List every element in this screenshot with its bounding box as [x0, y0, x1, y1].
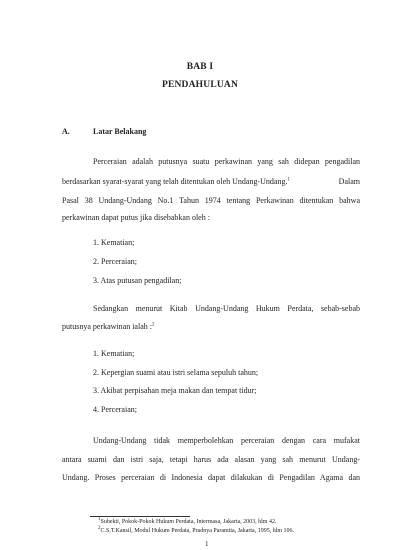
para3-line2: antara suami dan istri saja, tetapi harus ada alasan yang sah menurut Undang- — [62, 455, 360, 464]
para3-line3: Undang. Proses perceraian di Indonesia dapat dilakukan di Pengadilan Agama dan — [62, 473, 360, 482]
footnote: $^1$Subekti, Pokok-Pokok Hukum Perdata, Intermasa, Jakarta, 2003, hlm 42. — [98, 517, 277, 525]
para1-line2-end: Dalam — [338, 177, 360, 186]
para1-line3: Pasal 38 Undang-Undang No.1 Tahun 1974 tentang Perkawinan ditentukan bahwa — [62, 196, 360, 205]
section-letter: A. — [62, 127, 70, 136]
para3-line1: Undang-Undang tidak memperbolehkan perceraian dengan cara mufakat — [93, 436, 360, 445]
list2-item: 4. Perceraian; — [93, 405, 137, 414]
list2-item: 2. Kepergian suami atau istri selama sepuluh tahun; — [93, 368, 259, 377]
para1-line4: perkawinan dapat putus jika disebabkan oleh : — [62, 213, 210, 222]
list2-item: 3. Akibat perpisahan meja makan dan tempat tidur; — [93, 386, 257, 395]
para2-line2: putusnya perkawinan ialah :$^2$ — [62, 322, 155, 331]
section-heading: Latar Belakang — [93, 127, 147, 136]
list2-item: 1. Kematian; — [93, 349, 135, 358]
footnote-ref-2: 2 — [151, 322, 155, 328]
footnote-divider — [90, 516, 190, 517]
list1-item: 2. Perceraian; — [93, 257, 137, 266]
para2-line1: Sedangkan menurut Kitab Undang-Undang Hukum Perdata, sebab-sebab — [93, 304, 360, 313]
chapter-label: BAB I — [186, 62, 214, 72]
page-number: 1 — [205, 540, 209, 548]
list1-item: 3. Atas putusan pengadilan; — [93, 276, 182, 285]
para1-line2-text: berdasarkan syarat-syarat yang telah ditentukan oleh Undang-Undang.$^1$ — [62, 177, 290, 186]
para1-line1: Perceraian adalah putusnya suatu perkawinan yang sah didepan pengadilan — [93, 157, 360, 166]
list1-item: 1. Kematian; — [93, 238, 135, 247]
footnote-ref-1: 1 — [287, 177, 290, 183]
chapter-title: PENDAHULUAN — [161, 80, 239, 90]
footnote: $^2$C.S.T.Kansil, Modul Hukum Perdata, Pradnya Paramita, Jakarta, 1995, hlm 106. — [98, 526, 295, 534]
para1-line2 — [62, 177, 360, 186]
